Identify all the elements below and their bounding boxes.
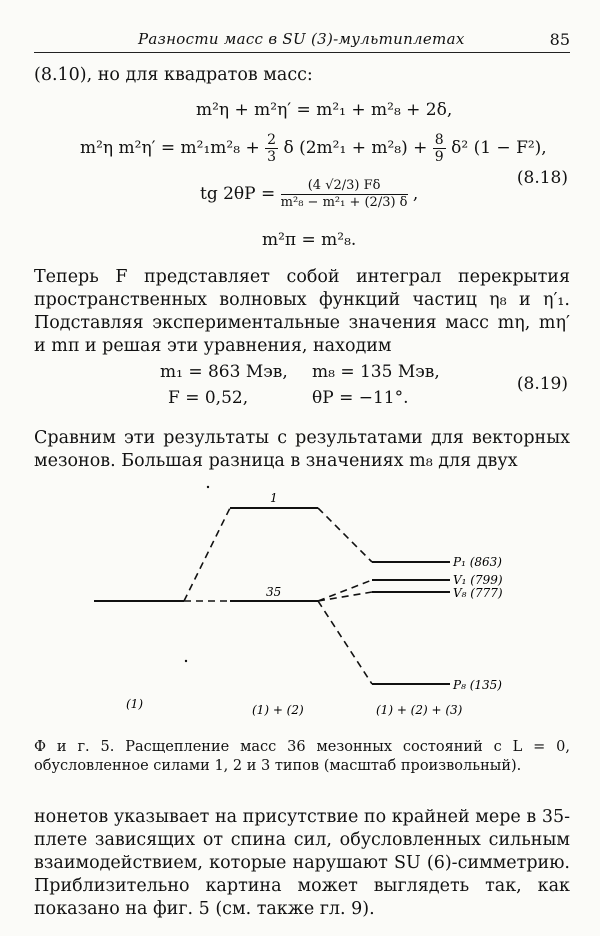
paragraph-3: Сравним эти результаты с результатами для векторных мезонов. Большая разница в значениях m₈ для двух	[34, 428, 570, 471]
stage-label-3: (1) + (2) + (3)	[376, 703, 463, 717]
connector-to-v8	[318, 592, 372, 601]
label-v8: V₈ (777)	[453, 586, 503, 600]
connector-to-p1	[318, 508, 372, 562]
eq-818-line-2: m²η m²η′ = m²₁m²₈ + $\frac{2}{3}$ δ (2m²₁ + m²₈) + $\frac{8}{9}$ δ² (1 − F²),	[80, 132, 547, 165]
label-35plet: 35	[266, 585, 282, 599]
page-number: 85	[549, 30, 570, 49]
eq-819-line2-a: F = 0,52,	[168, 388, 249, 408]
eq-819-number: (8.19)	[516, 374, 568, 394]
eq-819-line1-a: m₁ = 863 Мэв,	[160, 362, 288, 382]
stage-label-2: (1) + (2)	[252, 703, 304, 717]
intro-text: (8.10), но для квадратов масс:	[34, 65, 313, 85]
eq-819-line2-b: θP = −11°.	[312, 388, 409, 408]
paragraph-4: нонетов указывает на присутствие по крайней мере в 35-плете зависящих от спина сил, обусловленных сильным взаимодействием, которые нарушают SU (6)-симметрию. Приблизительно картина может выглядеть так, как показано на фиг. 5 (см. также гл. 9).	[34, 807, 570, 919]
eq-818-line-3: tg 2θP = $\frac{(4 √2/3) F\delta}{\text{m²₈ − m²₁ + (2/3) δ}}$ ,	[200, 178, 419, 210]
label-p1: P₁ (863)	[453, 555, 502, 569]
label-v1: V₁ (799)	[453, 573, 503, 587]
eq-818-number: (8.18)	[516, 168, 568, 188]
figure-caption: Ф и г. 5. Расщепление масс 36 мезонных состояний с L = 0, обусловленное силами 1, 2 и 3 типов (масштаб произвольный).	[34, 739, 570, 774]
connector-to-singlet	[184, 508, 230, 601]
eq-818-line-1: m²η + m²η′ = m²₁ + m²₈ + 2δ,	[196, 100, 453, 120]
eq-818-line-4: m²π = m²₈.	[262, 230, 357, 250]
eq-819-line1-b: m₈ = 135 Мэв,	[312, 362, 440, 382]
connector-to-p8	[318, 601, 372, 684]
label-p8: P₈ (135)	[453, 678, 502, 692]
paragraph-2: Теперь F представляет собой интеграл перекрытия пространственных волновых функций частиц η₈ и η′₁. Подставляя экспериментальные значения масс mη, mη′ и mπ и решая эти уравнения, находим	[34, 267, 570, 356]
label-singlet: 1	[270, 491, 278, 505]
stage-label-1: (1)	[126, 697, 143, 711]
connector-to-v1	[318, 580, 372, 601]
running-head: Разности масс в SU (3)-мультиплетах	[138, 30, 465, 48]
